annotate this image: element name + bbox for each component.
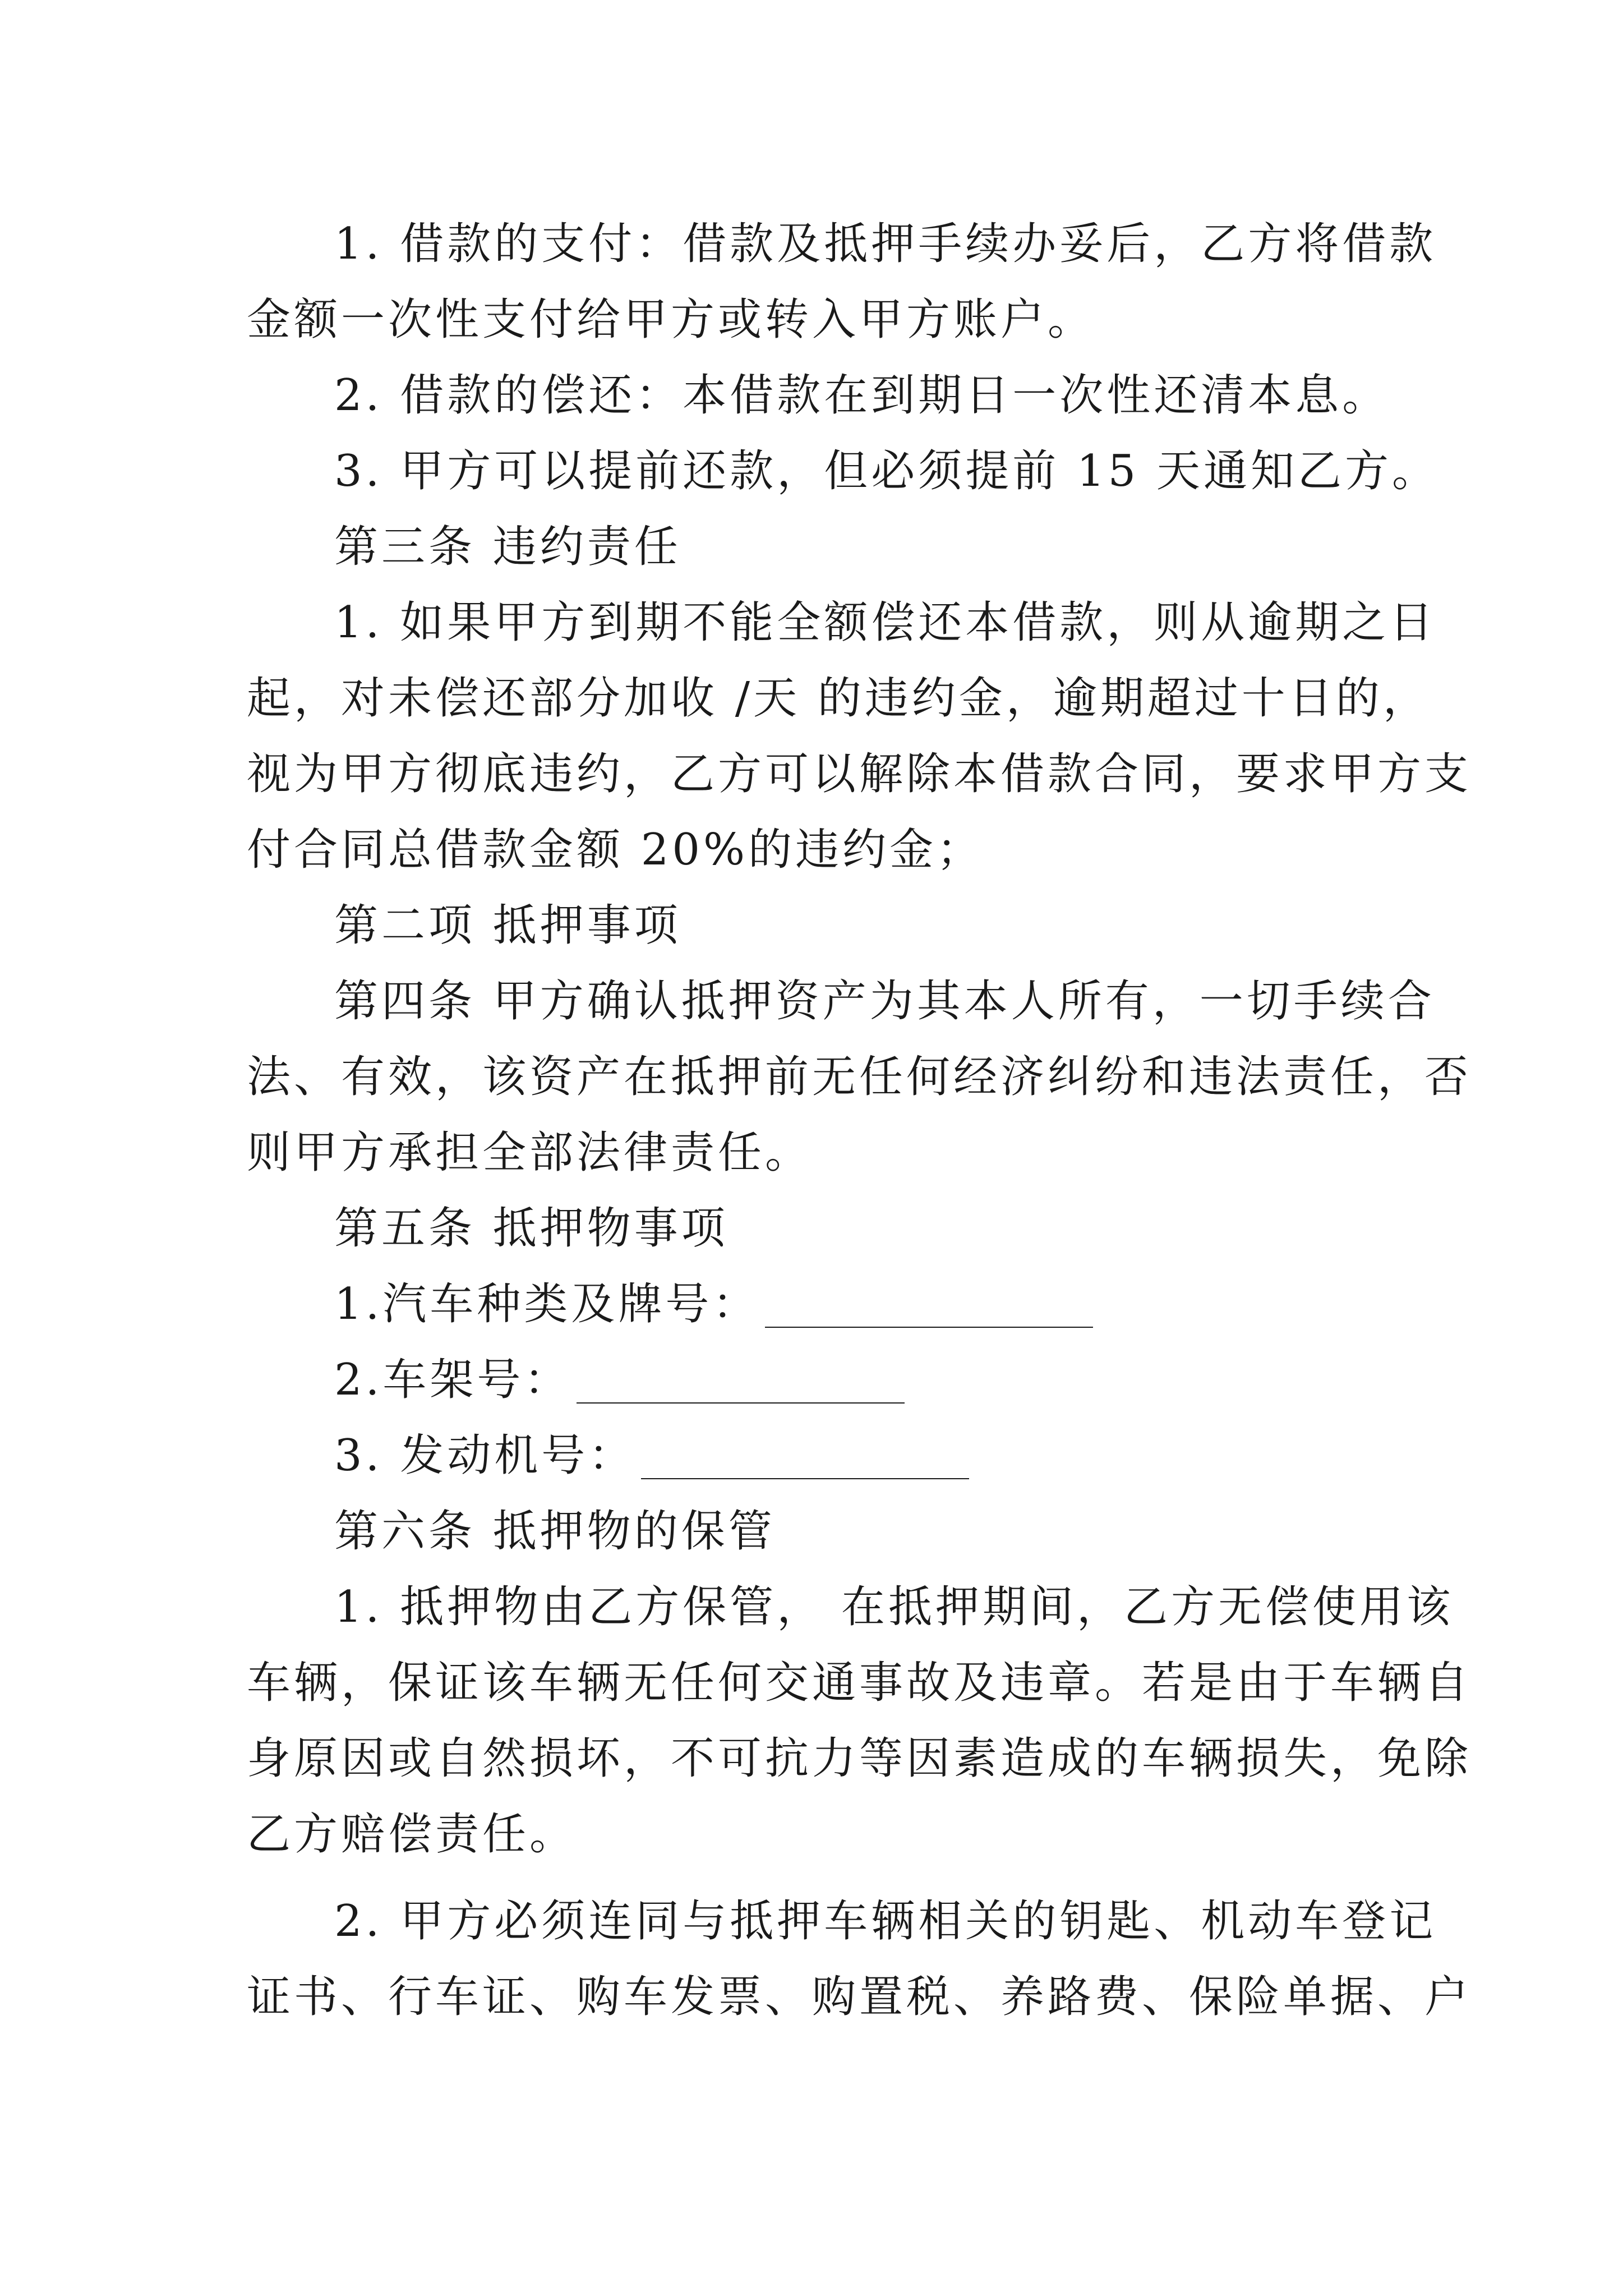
paragraph-line: 3. 甲方可以提前还款，但必须提前 15 天通知乙方。 (334, 446, 1440, 496)
section-heading: 第二项 抵押事项 (334, 900, 681, 951)
field-label: 2.车架号： (334, 1355, 571, 1405)
paragraph-line: 2. 甲方必须连同与抵押车辆相关的钥匙、机动车登记 (334, 1896, 1437, 1947)
paragraph-line: 则甲方承担全部法律责任。 (247, 1128, 813, 1178)
paragraph-line: 第四条 甲方确认抵押资产为其本人所有，一切手续合 (334, 976, 1435, 1027)
paragraph-line: 1. 抵押物由乙方保管， 在抵押期间，乙方无偿使用该 (334, 1582, 1454, 1632)
paragraph-line: 视为甲方彻底违约，乙方可以解除本借款合同，要求甲方支 (247, 749, 1472, 799)
section-heading: 第三条 违约责任 (334, 522, 681, 572)
form-field-row (334, 1428, 1473, 1484)
paragraph-line: 乙方赔偿责任。 (247, 1809, 577, 1860)
paragraph-line: 起，对未偿还部分加收 /天 的违约金，逾期超过十日的， (247, 673, 1430, 724)
fill-in-blank (577, 1402, 905, 1404)
paragraph-line: 身原因或自然损坏，不可抗力等因素造成的车辆损失，免除 (247, 1733, 1472, 1784)
field-label: 1.汽车种类及牌号： (334, 1279, 760, 1329)
form-field-row (334, 1352, 1473, 1408)
form-field-row (334, 1276, 1473, 1332)
paragraph-line: 1. 借款的支付：借款及抵押手续办妥后，乙方将借款 (334, 219, 1437, 269)
paragraph-line: 证书、行车证、购车发票、购置税、养路费、保险单据、户 (247, 1972, 1472, 2022)
paragraph-line: 1. 如果甲方到期不能全额偿还本借款，则从逾期之日 (334, 597, 1437, 648)
paragraph-line: 金额一次性支付给甲方或转入甲方账户。 (247, 295, 1095, 345)
paragraph-line: 付合同总借款金额 20%的违约金； (247, 825, 984, 875)
paragraph-line: 法、有效，该资产在抵押前无任何经济纠纷和违法责任，否 (247, 1052, 1472, 1102)
paragraph-line: 车辆，保证该车辆无任何交通事故及违章。若是由于车辆自 (247, 1658, 1472, 1708)
section-heading: 第六条 抵押物的保管 (334, 1506, 776, 1557)
field-label: 3. 发动机号： (334, 1430, 636, 1481)
fill-in-blank (641, 1478, 969, 1479)
paragraph-line: 2. 借款的偿还：本借款在到期日一次性还清本息。 (334, 370, 1390, 421)
fill-in-blank (765, 1327, 1093, 1328)
section-heading: 第五条 抵押物事项 (334, 1203, 728, 1254)
